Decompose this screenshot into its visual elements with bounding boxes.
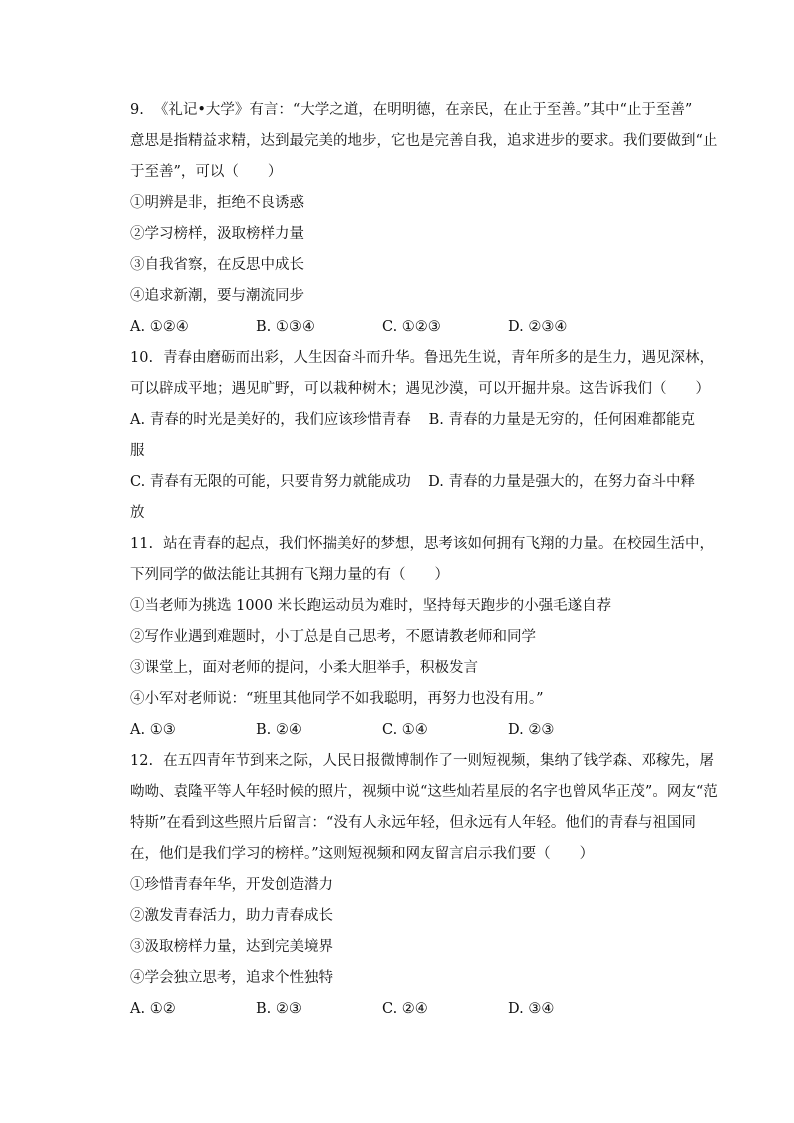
statement-item: ④追求新潮，要与潮流同步 — [130, 288, 304, 304]
option-c[interactable]: C. ①④ — [382, 722, 428, 738]
option-b-wrap: 服 — [130, 443, 145, 459]
statement-item: ①珍惜青春年华，开发创造潜力 — [130, 877, 333, 893]
option-c[interactable]: C. ②④ — [382, 1001, 428, 1017]
question-10 — [130, 343, 715, 529]
statement-item: ④小军对老师说：“班里其他同学不如我聪明，再努力也没有用。” — [130, 691, 544, 707]
question-stem-line: 于至善”，可以（ ） — [130, 164, 283, 180]
option-d[interactable]: D. 青春的力量是强大的，在努力奋斗中释 — [428, 474, 695, 490]
question-number: 12. — [130, 753, 154, 769]
statement-item: ③课堂上，面对老师的提问，小柔大胆举手，积极发言 — [130, 660, 478, 676]
answer-options — [130, 312, 695, 343]
question-stem-line: 12. 在五四青年节到来之际，人民日报微博制作了一则短视频，集纳了钱学森、邓稼先，屠 — [130, 753, 715, 769]
question-stem-line: 特斯”在看到这些照片后留言：“没有人永远年轻，但永远有人年轻。他们的青春与祖国同 — [130, 815, 696, 831]
question-stem-line: 意思是指精益求精，达到最完美的地步，它也是完善自我，追求进步的要求。我们要做到“止 — [130, 133, 718, 149]
option-a[interactable]: A. ①③ — [130, 722, 176, 738]
option-b[interactable]: B. 青春的力量是无穷的，任何困难都能克 — [428, 412, 695, 428]
statement-item: ②激发青春活力，助力青春成长 — [130, 908, 333, 924]
question-stem-line: 9. 《礼记•大学》有言：“大学之道，在明明德，在亲民，在止于至善。”其中“止于至善” — [130, 102, 693, 118]
option-d[interactable]: D. ②③ — [508, 722, 555, 738]
option-a[interactable]: A. ①② — [130, 1001, 176, 1017]
question-9 — [130, 95, 718, 343]
statement-item: ①当老师为挑选 1000 米长跑运动员为难时，坚持每天跑步的小强毛遂自荐 — [130, 598, 612, 614]
question-number: 10. — [130, 350, 154, 366]
question-12 — [130, 746, 718, 1025]
option-a[interactable]: A. ①②④ — [130, 319, 189, 335]
answer-options-row — [130, 467, 695, 498]
question-stem-line: 呦呦、袁隆平等人年轻时候的照片，视频中说“这些灿若星辰的名字也曾风华正茂”。网友“范 — [130, 784, 718, 800]
answer-options — [130, 994, 695, 1025]
option-b[interactable]: B. ②④ — [256, 722, 302, 738]
question-stem-line: 11. 站在青春的起点，我们怀揣美好的梦想，思考该如何拥有飞翔的力量。在校园生活中， — [130, 536, 715, 552]
option-b[interactable]: B. ①③④ — [256, 319, 315, 335]
option-a[interactable]: A. 青春的时光是美好的，我们应该珍惜青春 — [130, 412, 411, 428]
question-stem-line: 10. 青春由磨砺而出彩，人生因奋斗而升华。鲁迅先生说，青年所多的是生力，遇见深林， — [130, 350, 715, 366]
option-d[interactable]: D. ③④ — [508, 1001, 555, 1017]
question-stem-line: 可以辟成平地；遇见旷野，可以栽种树木；遇见沙漠，可以开掘井泉。这告诉我们（ ） — [130, 381, 710, 397]
answer-options-row — [130, 405, 695, 436]
question-11 — [130, 529, 715, 746]
option-b[interactable]: B. ②③ — [256, 1001, 302, 1017]
statement-item: ③汲取榜样力量，达到完美境界 — [130, 939, 333, 955]
option-d[interactable]: D. ②③④ — [508, 319, 568, 335]
question-number: 9. — [130, 102, 144, 118]
option-c[interactable]: C. 青春有无限的可能，只要肯努力就能成功 — [130, 474, 411, 490]
exam-page — [130, 95, 718, 1025]
statement-item: ②写作业遇到难题时，小丁总是自己思考，不愿请教老师和同学 — [130, 629, 536, 645]
answer-options — [130, 715, 695, 746]
statement-item: ④学会独立思考，追求个性独特 — [130, 970, 333, 986]
option-c[interactable]: C. ①②③ — [382, 319, 441, 335]
option-d-wrap: 放 — [130, 505, 145, 521]
statement-item: ①明辨是非，拒绝不良诱惑 — [130, 195, 304, 211]
question-stem-line: 下列同学的做法能让其拥有飞翔力量的有（ ） — [130, 567, 449, 583]
statement-item: ③自我省察，在反思中成长 — [130, 257, 304, 273]
statement-item: ②学习榜样，汲取榜样力量 — [130, 226, 304, 242]
question-number: 11. — [130, 536, 154, 552]
question-stem-line: 在，他们是我们学习的榜样。”这则短视频和网友留言启示我们要（ ） — [130, 846, 595, 862]
